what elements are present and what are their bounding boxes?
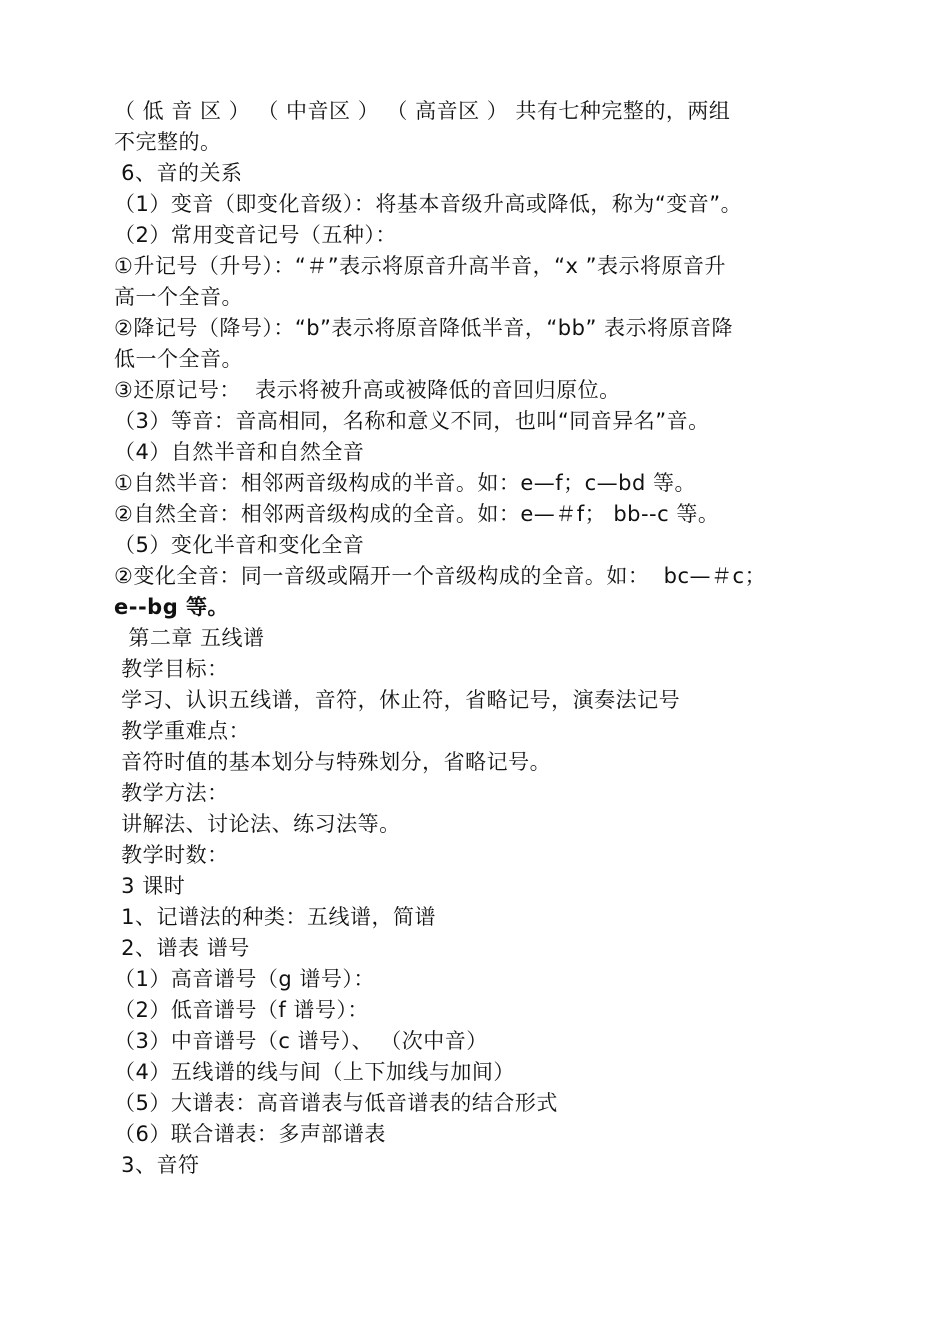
text-line: （ 低 音 区 ） （ 中音区 ） （ 高音区 ） 共有七种完整的，两组 xyxy=(114,99,731,123)
text-line: （2）常用变音记号（五种）： xyxy=(114,223,397,247)
text-line: e--bg 等。 xyxy=(114,595,230,619)
chapter-title: 第二章 五线谱 xyxy=(114,626,265,650)
text-line: 3 课时 xyxy=(114,874,186,898)
text-line: 讲解法、讨论法、练习法等。 xyxy=(114,812,401,836)
text-line: ③还原记号： 表示将被升高或被降低的音回归原位。 xyxy=(114,378,621,402)
text-line: 教学目标： xyxy=(114,657,229,681)
text-line: （2）低音谱号（f 谱号）： xyxy=(114,998,369,1022)
text-line: 1、记谱法的种类：五线谱，简谱 xyxy=(114,905,437,929)
text-line: （4）五线谱的线与间（上下加线与加间） xyxy=(114,1060,515,1084)
text-line: 低一个全音。 xyxy=(114,347,243,371)
text-line: 3、音符 xyxy=(114,1153,200,1177)
text-line: ②变化全音：同一音级或隔开一个音级构成的全音。如： bc—＃c； xyxy=(114,564,767,588)
text-line: ①自然半音：相邻两音级构成的半音。如：e—f；c—bd 等。 xyxy=(114,471,697,495)
text-line: （3）等音：音高相同，名称和意义不同，也叫“同音异名”音。 xyxy=(114,409,710,433)
section-heading: 6、音的关系 xyxy=(114,161,243,185)
text-line: （6）联合谱表：多声部谱表 xyxy=(114,1122,386,1146)
text-line: （1）变音（即变化音级）：将基本音级升高或降低，称为“变音”。 xyxy=(114,192,743,216)
text-line: ①升记号（升号）：“＃”表示将原音升高半音，“x ”表示将原音升 xyxy=(114,254,726,278)
text-line: 不完整的。 xyxy=(114,130,222,154)
text-line: 教学重难点： xyxy=(114,719,251,743)
text-line: 高一个全音。 xyxy=(114,285,243,309)
text-line: 教学方法： xyxy=(114,781,229,805)
text-line: （5）大谱表：高音谱表与低音谱表的结合形式 xyxy=(114,1091,558,1115)
text-line: 2、谱表 谱号 xyxy=(114,936,250,960)
text-line: （1）高音谱号（g 谱号）： xyxy=(114,967,375,991)
text-line: ②自然全音：相邻两音级构成的全音。如：e—＃f； bb--c 等。 xyxy=(114,502,720,526)
text-line: 音符时值的基本划分与特殊划分，省略记号。 xyxy=(114,750,552,774)
text-line: 学习、认识五线谱，音符，休止符，省略记号，演奏法记号 xyxy=(114,688,681,712)
text-line: （4）自然半音和自然全音 xyxy=(114,440,365,464)
text-line: ②降记号（降号）：“b”表示将原音降低半音，“bb” 表示将原音降 xyxy=(114,316,734,340)
text-line: 教学时数： xyxy=(114,843,229,867)
text-line: （3）中音谱号（c 谱号）、 （次中音） xyxy=(114,1029,488,1053)
text-line: （5）变化半音和变化全音 xyxy=(114,533,365,557)
